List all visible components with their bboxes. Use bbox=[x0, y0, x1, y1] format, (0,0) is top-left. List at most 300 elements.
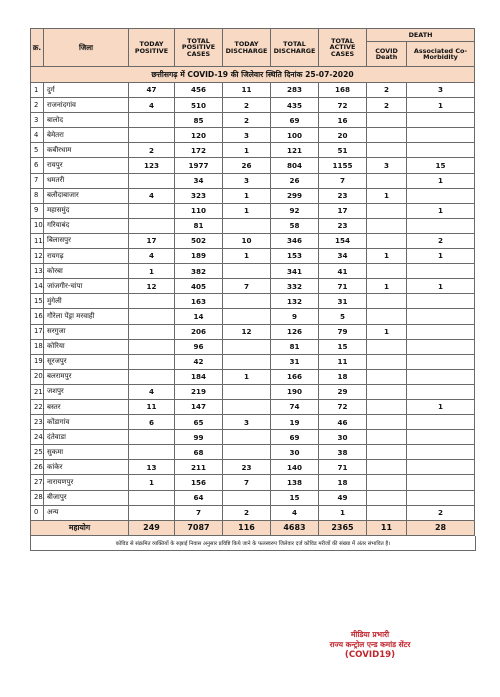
row-number: 0 bbox=[31, 505, 44, 520]
table-row bbox=[31, 475, 475, 490]
district-name: धमतरी bbox=[44, 173, 129, 188]
today-discharge-cell bbox=[223, 430, 271, 445]
table-row bbox=[31, 339, 475, 354]
today-discharge-cell: 7 bbox=[223, 475, 271, 490]
total-cell: 2365 bbox=[319, 520, 367, 535]
covid-death-cell bbox=[367, 445, 407, 460]
header-district: जिला bbox=[44, 29, 129, 67]
comorbidity-cell bbox=[407, 188, 475, 203]
district-name: रायपुर bbox=[44, 158, 129, 173]
total-active-cell: 168 bbox=[319, 83, 367, 98]
today-discharge-cell bbox=[223, 490, 271, 505]
today-discharge-cell bbox=[223, 384, 271, 399]
table-row bbox=[31, 430, 475, 445]
today-positive-cell: 4 bbox=[129, 98, 175, 113]
today-discharge-cell: 23 bbox=[223, 460, 271, 475]
total-discharge-cell: 283 bbox=[271, 83, 319, 98]
total-active-cell: 7 bbox=[319, 173, 367, 188]
row-number: 7 bbox=[31, 173, 44, 188]
total-active-cell: 71 bbox=[319, 460, 367, 475]
comorbidity-cell: 1 bbox=[407, 98, 475, 113]
district-name: मुंगेली bbox=[44, 294, 129, 309]
comorbidity-cell bbox=[407, 490, 475, 505]
total-active-cell: 34 bbox=[319, 249, 367, 264]
total-positive-cell: 206 bbox=[175, 324, 223, 339]
row-number: 5 bbox=[31, 143, 44, 158]
total-active-cell: 17 bbox=[319, 203, 367, 218]
total-positive-cell: 120 bbox=[175, 128, 223, 143]
today-discharge-cell: 10 bbox=[223, 233, 271, 248]
today-positive-cell: 12 bbox=[129, 279, 175, 294]
today-positive-cell: 4 bbox=[129, 188, 175, 203]
total-active-cell: 18 bbox=[319, 475, 367, 490]
district-name: कोरिया bbox=[44, 339, 129, 354]
total-positive-cell: 42 bbox=[175, 354, 223, 369]
total-label: महायोग bbox=[31, 520, 129, 535]
district-name: सूरजपुर bbox=[44, 354, 129, 369]
total-cell: 249 bbox=[129, 520, 175, 535]
table-row bbox=[31, 309, 475, 324]
today-discharge-cell: 2 bbox=[223, 98, 271, 113]
today-discharge-cell: 1 bbox=[223, 188, 271, 203]
covid-death-cell bbox=[367, 128, 407, 143]
today-discharge-cell: 2 bbox=[223, 113, 271, 128]
table-row bbox=[31, 279, 475, 294]
covid-death-cell bbox=[367, 143, 407, 158]
total-positive-cell: 68 bbox=[175, 445, 223, 460]
comorbidity-cell: 3 bbox=[407, 83, 475, 98]
district-name: बस्तर bbox=[44, 399, 129, 414]
today-discharge-cell bbox=[223, 309, 271, 324]
comorbidity-cell bbox=[407, 445, 475, 460]
district-name: बीजापुर bbox=[44, 490, 129, 505]
total-discharge-cell: 74 bbox=[271, 399, 319, 414]
row-number: 3 bbox=[31, 113, 44, 128]
signature-line3: (COVID19) bbox=[344, 650, 396, 661]
today-positive-cell: 17 bbox=[129, 233, 175, 248]
covid-death-cell bbox=[367, 430, 407, 445]
row-number: 12. bbox=[31, 249, 44, 264]
covid-death-cell bbox=[367, 218, 407, 233]
header-today-positive: TODAY POSITIVE bbox=[129, 29, 175, 67]
row-number: 26. bbox=[31, 460, 44, 475]
district-name: बलौदाबाजार bbox=[44, 188, 129, 203]
today-positive-cell bbox=[129, 445, 175, 460]
total-discharge-cell: 4 bbox=[271, 505, 319, 520]
today-positive-cell bbox=[129, 354, 175, 369]
total-discharge-cell: 26 bbox=[271, 173, 319, 188]
today-discharge-cell: 3 bbox=[223, 415, 271, 430]
row-number: 24. bbox=[31, 430, 44, 445]
total-positive-cell: 456 bbox=[175, 83, 223, 98]
comorbidity-cell bbox=[407, 430, 475, 445]
total-discharge-cell: 132 bbox=[271, 294, 319, 309]
total-cell: 116 bbox=[223, 520, 271, 535]
today-discharge-cell: 3 bbox=[223, 128, 271, 143]
header-total-positive: TOTAL POSITIVE CASES bbox=[175, 29, 223, 67]
total-positive-cell: 64 bbox=[175, 490, 223, 505]
district-name: सरगुजा bbox=[44, 324, 129, 339]
total-discharge-cell: 15 bbox=[271, 490, 319, 505]
covid-death-cell bbox=[367, 369, 407, 384]
today-positive-cell bbox=[129, 294, 175, 309]
district-name: कबीरधाम bbox=[44, 143, 129, 158]
comorbidity-cell bbox=[407, 475, 475, 490]
table-row bbox=[31, 294, 475, 309]
total-active-cell: 71 bbox=[319, 279, 367, 294]
comorbidity-cell bbox=[407, 460, 475, 475]
today-discharge-cell bbox=[223, 218, 271, 233]
total-active-cell: 79 bbox=[319, 324, 367, 339]
district-name: बालोद bbox=[44, 113, 129, 128]
total-discharge-cell: 346 bbox=[271, 233, 319, 248]
row-number: 15. bbox=[31, 294, 44, 309]
total-discharge-cell: 126 bbox=[271, 324, 319, 339]
total-cell: 11 bbox=[367, 520, 407, 535]
district-name: दंतेवाडा bbox=[44, 430, 129, 445]
total-active-cell: 41 bbox=[319, 264, 367, 279]
total-active-cell: 23 bbox=[319, 188, 367, 203]
total-discharge-cell: 30 bbox=[271, 445, 319, 460]
total-active-cell: 29 bbox=[319, 384, 367, 399]
header-covid-death: COVID Death bbox=[367, 42, 407, 67]
today-positive-cell: 1 bbox=[129, 264, 175, 279]
total-active-cell: 38 bbox=[319, 445, 367, 460]
today-positive-cell: 1 bbox=[129, 475, 175, 490]
table-row bbox=[31, 218, 475, 233]
today-positive-cell bbox=[129, 173, 175, 188]
covid-death-cell bbox=[367, 233, 407, 248]
today-discharge-cell bbox=[223, 264, 271, 279]
covid-death-cell bbox=[367, 384, 407, 399]
today-discharge-cell bbox=[223, 294, 271, 309]
row-number: 21. bbox=[31, 384, 44, 399]
row-number: 18. bbox=[31, 339, 44, 354]
total-active-cell: 11 bbox=[319, 354, 367, 369]
table-row bbox=[31, 490, 475, 505]
total-discharge-cell: 100 bbox=[271, 128, 319, 143]
comorbidity-cell: 1 bbox=[407, 399, 475, 414]
table-row bbox=[31, 324, 475, 339]
covid-death-cell bbox=[367, 309, 407, 324]
covid-death-cell bbox=[367, 264, 407, 279]
today-discharge-cell: 3 bbox=[223, 173, 271, 188]
today-discharge-cell: 2 bbox=[223, 505, 271, 520]
total-positive-cell: 99 bbox=[175, 430, 223, 445]
district-name: अन्य bbox=[44, 505, 129, 520]
district-name: कांकेर bbox=[44, 460, 129, 475]
table-row bbox=[31, 264, 475, 279]
comorbidity-cell: 15 bbox=[407, 158, 475, 173]
today-positive-cell: 6 bbox=[129, 415, 175, 430]
covid-death-cell bbox=[367, 399, 407, 414]
today-discharge-cell: 1 bbox=[223, 203, 271, 218]
comorbidity-cell bbox=[407, 339, 475, 354]
district-name: महासमुंद bbox=[44, 203, 129, 218]
row-number: 8 bbox=[31, 188, 44, 203]
comorbidity-cell bbox=[407, 324, 475, 339]
total-discharge-cell: 31 bbox=[271, 354, 319, 369]
district-name: सुकमा bbox=[44, 445, 129, 460]
row-number: 14. bbox=[31, 279, 44, 294]
comorbidity-cell bbox=[407, 128, 475, 143]
district-name: गरियाबंद bbox=[44, 218, 129, 233]
total-discharge-cell: 299 bbox=[271, 188, 319, 203]
total-positive-cell: 14 bbox=[175, 309, 223, 324]
comorbidity-cell bbox=[407, 384, 475, 399]
covid-death-cell bbox=[367, 173, 407, 188]
total-discharge-cell: 69 bbox=[271, 113, 319, 128]
total-active-cell: 51 bbox=[319, 143, 367, 158]
today-positive-cell bbox=[129, 430, 175, 445]
footnote: कोविड से संक्रमित व्यक्तियों के रुझाई निवास अनुसार प्रविष्टि किये जाने के फलस्वरुप जिलेवार दर्ज कोविड मरीजों की संख्या में अंतर संभावित है। bbox=[30, 536, 476, 551]
total-positive-cell: 81 bbox=[175, 218, 223, 233]
total-discharge-cell: 69 bbox=[271, 430, 319, 445]
total-positive-cell: 211 bbox=[175, 460, 223, 475]
covid-death-cell bbox=[367, 475, 407, 490]
header-comorbidity: Associated Co-Morbidity bbox=[407, 42, 475, 67]
today-discharge-cell: 7 bbox=[223, 279, 271, 294]
total-cell: 7087 bbox=[175, 520, 223, 535]
row-number: 23. bbox=[31, 415, 44, 430]
total-positive-cell: 110 bbox=[175, 203, 223, 218]
comorbidity-cell bbox=[407, 143, 475, 158]
comorbidity-cell bbox=[407, 294, 475, 309]
report-title: छत्तीसगढ़ में COVID-19 की जिलेवार स्थिति दिनांक 25-07-2020 bbox=[31, 67, 475, 83]
district-name: जांजगीर-चांपा bbox=[44, 279, 129, 294]
header-total-discharge: TOTAL DISCHARGE bbox=[271, 29, 319, 67]
total-active-cell: 154 bbox=[319, 233, 367, 248]
covid-death-cell bbox=[367, 203, 407, 218]
covid-death-cell bbox=[367, 339, 407, 354]
covid-death-cell bbox=[367, 490, 407, 505]
today-positive-cell bbox=[129, 309, 175, 324]
total-active-cell: 23 bbox=[319, 218, 367, 233]
today-positive-cell bbox=[129, 490, 175, 505]
today-discharge-cell bbox=[223, 354, 271, 369]
comorbidity-cell: 2 bbox=[407, 233, 475, 248]
total-positive-cell: 85 bbox=[175, 113, 223, 128]
total-cell: 4683 bbox=[271, 520, 319, 535]
table-row bbox=[31, 203, 475, 218]
total-active-cell: 1155 bbox=[319, 158, 367, 173]
today-positive-cell: 11 bbox=[129, 399, 175, 414]
table-body bbox=[31, 83, 475, 521]
covid-death-cell bbox=[367, 415, 407, 430]
covid-death-cell bbox=[367, 460, 407, 475]
today-positive-cell: 2 bbox=[129, 143, 175, 158]
today-discharge-cell bbox=[223, 445, 271, 460]
table-row bbox=[31, 173, 475, 188]
row-number: 17. bbox=[31, 324, 44, 339]
today-positive-cell bbox=[129, 339, 175, 354]
covid-death-cell bbox=[367, 294, 407, 309]
district-name: दुर्ग bbox=[44, 83, 129, 98]
table-row bbox=[31, 505, 475, 520]
comorbidity-cell bbox=[407, 309, 475, 324]
covid-death-cell bbox=[367, 505, 407, 520]
total-active-cell: 31 bbox=[319, 294, 367, 309]
total-positive-cell: 65 bbox=[175, 415, 223, 430]
district-name: बेमेतरा bbox=[44, 128, 129, 143]
table-row bbox=[31, 83, 475, 98]
today-positive-cell: 4 bbox=[129, 384, 175, 399]
table-row bbox=[31, 445, 475, 460]
total-positive-cell: 96 bbox=[175, 339, 223, 354]
comorbidity-cell bbox=[407, 354, 475, 369]
total-positive-cell: 189 bbox=[175, 249, 223, 264]
total-discharge-cell: 81 bbox=[271, 339, 319, 354]
row-number: 25. bbox=[31, 445, 44, 460]
total-discharge-cell: 58 bbox=[271, 218, 319, 233]
table-row bbox=[31, 143, 475, 158]
total-active-cell: 16 bbox=[319, 113, 367, 128]
total-active-cell: 46 bbox=[319, 415, 367, 430]
total-positive-cell: 7 bbox=[175, 505, 223, 520]
total-positive-cell: 172 bbox=[175, 143, 223, 158]
today-positive-cell: 47 bbox=[129, 83, 175, 98]
today-discharge-cell: 11 bbox=[223, 83, 271, 98]
total-positive-cell: 382 bbox=[175, 264, 223, 279]
today-positive-cell: 13 bbox=[129, 460, 175, 475]
today-positive-cell bbox=[129, 324, 175, 339]
total-discharge-cell: 166 bbox=[271, 369, 319, 384]
district-name: रायगढ़ bbox=[44, 249, 129, 264]
table-row bbox=[31, 249, 475, 264]
total-discharge-cell: 332 bbox=[271, 279, 319, 294]
row-number: 6 bbox=[31, 158, 44, 173]
today-discharge-cell: 1 bbox=[223, 249, 271, 264]
covid-death-cell: 1 bbox=[367, 279, 407, 294]
total-positive-cell: 147 bbox=[175, 399, 223, 414]
total-discharge-cell: 153 bbox=[271, 249, 319, 264]
comorbidity-cell bbox=[407, 113, 475, 128]
covid-death-cell: 1 bbox=[367, 249, 407, 264]
today-discharge-cell bbox=[223, 399, 271, 414]
comorbidity-cell: 1 bbox=[407, 203, 475, 218]
total-discharge-cell: 138 bbox=[271, 475, 319, 490]
total-active-cell: 72 bbox=[319, 98, 367, 113]
comorbidity-cell bbox=[407, 415, 475, 430]
comorbidity-cell: 2 bbox=[407, 505, 475, 520]
total-discharge-cell: 341 bbox=[271, 264, 319, 279]
total-positive-cell: 184 bbox=[175, 369, 223, 384]
covid-death-cell: 1 bbox=[367, 188, 407, 203]
total-row bbox=[31, 520, 475, 535]
covid-report-sheet bbox=[30, 28, 474, 551]
header-today-discharge: TODAY DISCHARGE bbox=[223, 29, 271, 67]
total-positive-cell: 323 bbox=[175, 188, 223, 203]
total-positive-cell: 510 bbox=[175, 98, 223, 113]
district-name: कोंडागांव bbox=[44, 415, 129, 430]
today-positive-cell bbox=[129, 218, 175, 233]
header-total-active: TOTAL ACTIVE CASES bbox=[319, 29, 367, 67]
covid-death-cell: 2 bbox=[367, 83, 407, 98]
today-discharge-cell: 12 bbox=[223, 324, 271, 339]
table-row bbox=[31, 369, 475, 384]
total-active-cell: 49 bbox=[319, 490, 367, 505]
table-row bbox=[31, 399, 475, 414]
total-cell: 28 bbox=[407, 520, 475, 535]
comorbidity-cell: 1 bbox=[407, 173, 475, 188]
today-positive-cell: 4 bbox=[129, 249, 175, 264]
total-positive-cell: 34 bbox=[175, 173, 223, 188]
table-row bbox=[31, 460, 475, 475]
table-row bbox=[31, 98, 475, 113]
row-number: 27. bbox=[31, 475, 44, 490]
district-name: गौरेला पेंड्रा मरवाही bbox=[44, 309, 129, 324]
total-positive-cell: 502 bbox=[175, 233, 223, 248]
total-active-cell: 1 bbox=[319, 505, 367, 520]
total-active-cell: 18 bbox=[319, 369, 367, 384]
total-positive-cell: 163 bbox=[175, 294, 223, 309]
row-number: 10. bbox=[31, 218, 44, 233]
today-positive-cell bbox=[129, 128, 175, 143]
today-positive-cell bbox=[129, 505, 175, 520]
total-discharge-cell: 92 bbox=[271, 203, 319, 218]
row-number: 19. bbox=[31, 354, 44, 369]
total-positive-cell: 156 bbox=[175, 475, 223, 490]
total-active-cell: 5 bbox=[319, 309, 367, 324]
total-discharge-cell: 9 bbox=[271, 309, 319, 324]
signature-line1: मीडिया प्रभारी bbox=[350, 630, 390, 639]
comorbidity-cell: 1 bbox=[407, 279, 475, 294]
row-number: 2 bbox=[31, 98, 44, 113]
covid-death-cell: 2 bbox=[367, 98, 407, 113]
district-name: जशपुर bbox=[44, 384, 129, 399]
district-name: नारायणपुर bbox=[44, 475, 129, 490]
row-number: 20. bbox=[31, 369, 44, 384]
today-discharge-cell bbox=[223, 339, 271, 354]
row-number: 4 bbox=[31, 128, 44, 143]
table-row bbox=[31, 158, 475, 173]
row-number: 22. bbox=[31, 399, 44, 414]
covid-death-cell: 1 bbox=[367, 324, 407, 339]
total-discharge-cell: 19 bbox=[271, 415, 319, 430]
comorbidity-cell bbox=[407, 218, 475, 233]
district-name: राजनांदगांव bbox=[44, 98, 129, 113]
total-discharge-cell: 121 bbox=[271, 143, 319, 158]
total-discharge-cell: 190 bbox=[271, 384, 319, 399]
total-active-cell: 15 bbox=[319, 339, 367, 354]
today-positive-cell bbox=[129, 203, 175, 218]
total-discharge-cell: 435 bbox=[271, 98, 319, 113]
row-number: 11. bbox=[31, 233, 44, 248]
comorbidity-cell bbox=[407, 264, 475, 279]
district-name: बिलासपुर bbox=[44, 233, 129, 248]
district-name: बलरामपुर bbox=[44, 369, 129, 384]
total-positive-cell: 1977 bbox=[175, 158, 223, 173]
today-discharge-cell: 1 bbox=[223, 143, 271, 158]
today-positive-cell: 123 bbox=[129, 158, 175, 173]
header-sr: क्र. bbox=[31, 29, 44, 67]
signature-block bbox=[290, 630, 450, 662]
table-row bbox=[31, 233, 475, 248]
row-number: 1 bbox=[31, 83, 44, 98]
table-row bbox=[31, 128, 475, 143]
total-active-cell: 72 bbox=[319, 399, 367, 414]
total-active-cell: 30 bbox=[319, 430, 367, 445]
header-death: DEATH bbox=[367, 29, 475, 42]
district-status-table bbox=[30, 28, 475, 536]
total-positive-cell: 405 bbox=[175, 279, 223, 294]
covid-death-cell bbox=[367, 113, 407, 128]
covid-death-cell: 3 bbox=[367, 158, 407, 173]
total-discharge-cell: 804 bbox=[271, 158, 319, 173]
signature-line2: राज्य कन्ट्रोल एन्ड कमांड सेंटर bbox=[329, 640, 411, 650]
comorbidity-cell: 1 bbox=[407, 249, 475, 264]
today-discharge-cell: 1 bbox=[223, 369, 271, 384]
